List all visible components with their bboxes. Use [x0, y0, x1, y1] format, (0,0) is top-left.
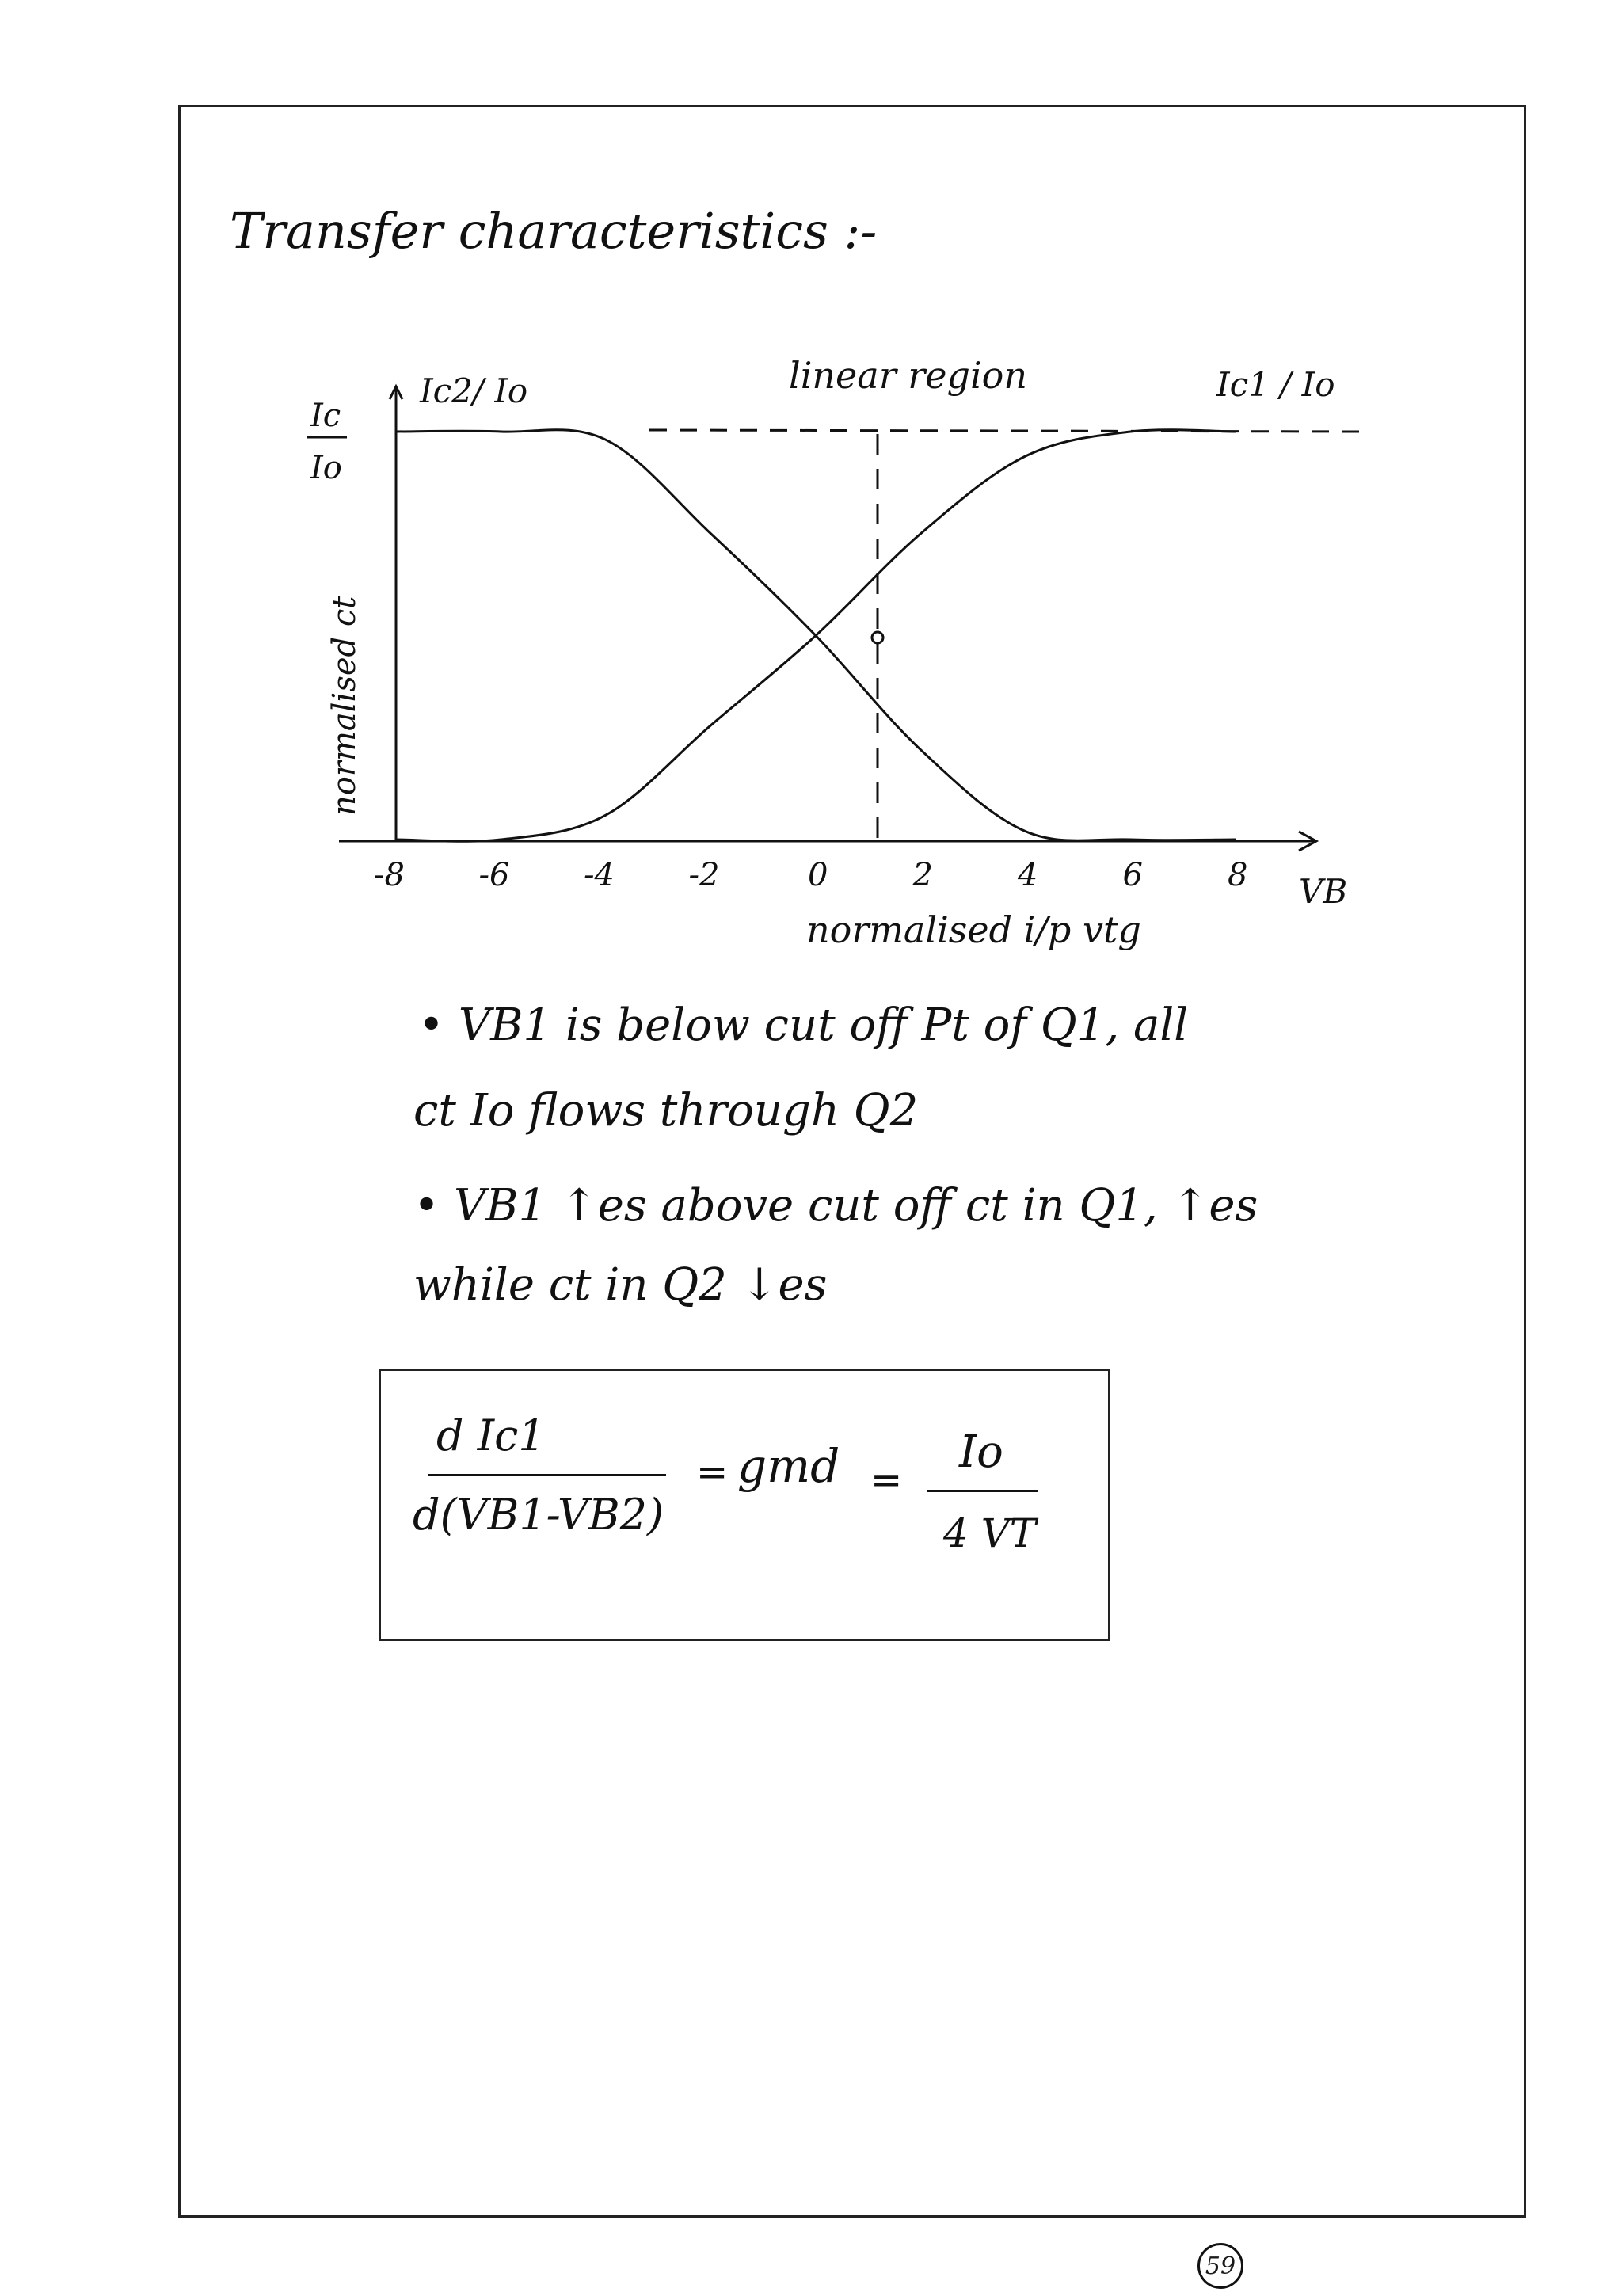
- x-tick-label: 6: [1122, 857, 1143, 893]
- x-tick-label: -2: [688, 857, 720, 893]
- x-tick-label: 8: [1228, 857, 1248, 893]
- x-axis-name: VB: [1299, 872, 1348, 911]
- note-line-4: while ct in Q2 ↓es: [413, 1259, 828, 1311]
- region-label: linear region: [789, 354, 1027, 397]
- left-curve-label: Ic2/ Io: [420, 371, 528, 410]
- note-line-2: ct Io flows through Q2: [413, 1085, 919, 1137]
- formula-lhs-numerator: d Ic1: [436, 1411, 546, 1460]
- formula-equals-1: =: [696, 1450, 729, 1494]
- formula-lhs-denominator: d(VB1-VB2): [413, 1490, 664, 1540]
- x-tick-label: -4: [584, 857, 615, 893]
- y-axis-side-label: normalised ct: [326, 596, 363, 816]
- formula-box: [379, 1369, 1110, 1641]
- formula-gmd: gmd: [737, 1439, 840, 1493]
- y-label-bottom: Io: [310, 450, 342, 486]
- x-tick-label: -6: [478, 857, 510, 893]
- transfer-characteristics-graph: [0, 0, 1622, 1030]
- y-label-top: Ic: [310, 398, 341, 434]
- x-tick-label: 4: [1018, 857, 1038, 893]
- formula-equals-2: =: [870, 1458, 903, 1502]
- formula-rhs-denominator: 4 VT: [943, 1510, 1037, 1556]
- page-number: 59: [1197, 2243, 1243, 2289]
- x-tick-label: -8: [374, 857, 405, 893]
- formula-rhs-fraction-bar: [927, 1490, 1038, 1492]
- note-line-3: • VB1 ↑es above cut off ct in Q1, ↑es: [413, 1180, 1258, 1232]
- page-heading: Transfer characteristics :-: [230, 202, 878, 260]
- formula-lhs-fraction-bar: [428, 1474, 666, 1476]
- x-tick-label: 2: [912, 857, 933, 893]
- x-axis-label: normalised i/p vtg: [806, 908, 1141, 951]
- formula-rhs-numerator: Io: [959, 1426, 1003, 1478]
- crossover-point: [872, 632, 883, 643]
- right-curve-label: Ic1 / Io: [1216, 365, 1335, 404]
- note-line-1: • VB1 is below cut off Pt of Q1, all: [418, 1000, 1189, 1051]
- ic1-curve: [396, 430, 1236, 842]
- x-tick-label: 0: [808, 857, 828, 893]
- saturation-dashed-line: [649, 430, 1362, 432]
